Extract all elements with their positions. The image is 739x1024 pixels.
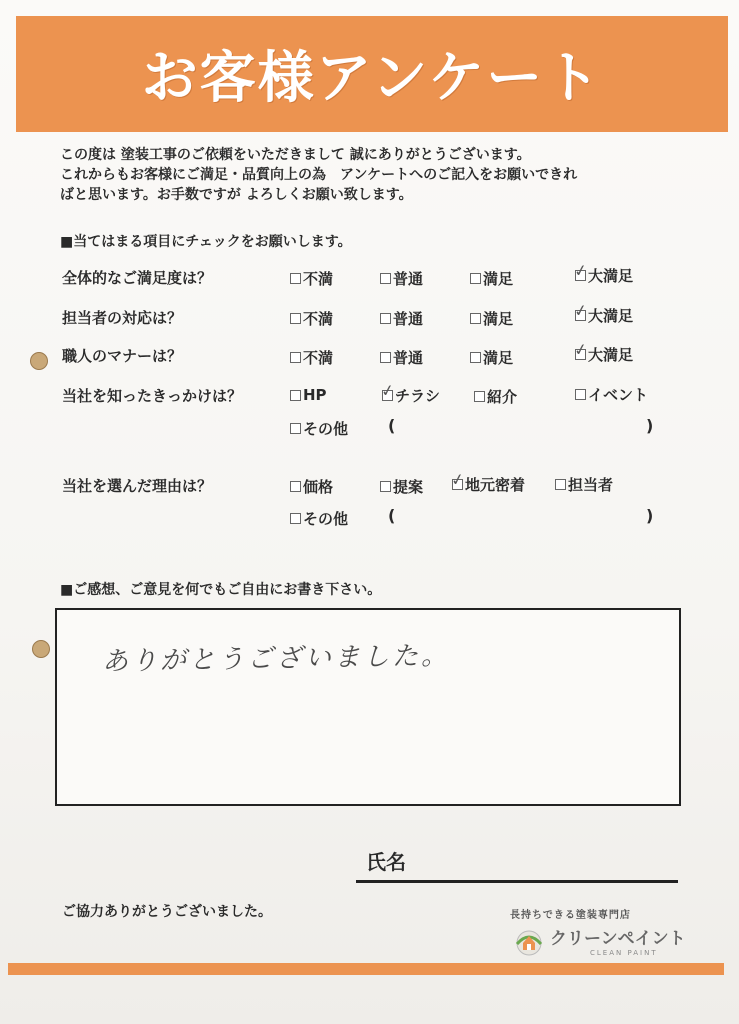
company-name-en: CLEAN PAINT [590, 949, 658, 957]
checkbox[interactable] [572, 259, 589, 282]
intro-line: これからもお客様にご満足・品質向上の為 アンケートへのご記入をお願いできれ [60, 167, 578, 183]
intro-paragraph [60, 145, 700, 205]
paren-open: ( [388, 506, 396, 525]
checkbox[interactable] [572, 338, 589, 361]
checkbox[interactable] [290, 313, 301, 324]
option-checkbox-checked[interactable]: ✓ 大満足 [572, 259, 634, 285]
paren-open: ( [388, 416, 396, 435]
checkbox[interactable] [290, 423, 301, 434]
option-checkbox[interactable]: 提案 [380, 476, 423, 497]
option-checkbox[interactable]: HP [290, 386, 327, 404]
check-mark-icon: ✓ [572, 259, 589, 282]
option-checkbox[interactable]: 価格 [290, 476, 333, 497]
title-banner [16, 16, 728, 132]
check-mark-icon: ✓ [379, 379, 396, 402]
option-checkbox[interactable]: 紹介 [474, 386, 517, 407]
check-section-heading: ■当てはまる項目にチェックをお願いします。 [60, 234, 352, 250]
option-checkbox[interactable]: その他 [290, 508, 348, 529]
comment-section-heading: ■ご感想、ご意見を何でもご自由にお書き下さい。 [60, 582, 382, 598]
checkbox[interactable] [575, 389, 586, 400]
checkbox[interactable] [449, 468, 466, 491]
checkbox[interactable] [555, 479, 566, 490]
house-logo-icon [512, 926, 546, 956]
option-checkbox[interactable]: 担当者 [555, 474, 613, 495]
checkbox[interactable] [290, 352, 301, 363]
closing-message: ご協力ありがとうございました。 [62, 904, 272, 920]
checkbox[interactable] [474, 391, 485, 402]
intro-line: ばと思います。お手数ですが よろしくお願い致します。 [60, 187, 413, 203]
checkbox[interactable] [290, 481, 301, 492]
paren-close: ) [646, 506, 654, 525]
name-field-line[interactable] [356, 880, 678, 883]
question-label: 当社を知ったきっかけは？ [62, 387, 243, 405]
company-logo [512, 924, 686, 957]
option-checkbox[interactable]: イベント [575, 384, 648, 405]
option-checkbox[interactable]: 普通 [380, 308, 423, 329]
checkbox[interactable] [380, 352, 391, 363]
option-checkbox-checked[interactable]: ✓ チラシ [379, 379, 441, 405]
checkbox[interactable] [290, 513, 301, 524]
checkbox[interactable] [290, 390, 301, 401]
option-checkbox-checked[interactable]: ✓ 地元密着 [449, 468, 526, 494]
option-checkbox[interactable]: 普通 [380, 268, 423, 289]
option-checkbox[interactable]: 不満 [290, 347, 333, 368]
bottom-accent-bar [8, 963, 724, 975]
check-mark-icon: ✓ [449, 468, 466, 491]
option-checkbox-checked[interactable]: ✓ 大満足 [572, 338, 634, 364]
question-label: 職人のマナーは？ [62, 347, 183, 365]
option-checkbox[interactable]: 普通 [380, 347, 423, 368]
checkbox[interactable] [470, 313, 481, 324]
binder-hole [30, 352, 48, 370]
option-checkbox[interactable]: その他 [290, 418, 348, 439]
check-mark-icon: ✓ [572, 299, 589, 322]
company-tagline: 長持ちできる塗装専門店 [510, 910, 631, 921]
question-label: 全体的なご満足度は？ [62, 269, 213, 287]
question-label: 当社を選んだ理由は？ [62, 477, 213, 495]
page-title: お客様アンケート [141, 46, 603, 111]
option-checkbox[interactable]: 不満 [290, 308, 333, 329]
option-checkbox-checked[interactable]: ✓ 大満足 [572, 299, 634, 325]
company-name: クリーンペイント [550, 929, 686, 949]
checkbox[interactable] [290, 273, 301, 284]
option-checkbox[interactable]: 満足 [470, 347, 513, 368]
checkbox[interactable] [572, 299, 589, 322]
checkbox[interactable] [380, 481, 391, 492]
intro-line: この度は 塗装工事のご依頼をいただきまして 誠にありがとうございます。 [60, 147, 531, 163]
handwritten-comment: ありがとうございました。 [101, 640, 451, 678]
comment-textarea[interactable] [55, 608, 681, 806]
checkbox[interactable] [379, 379, 396, 402]
checkbox[interactable] [470, 352, 481, 363]
question-label: 担当者の対応は？ [62, 309, 183, 327]
option-checkbox[interactable]: 不満 [290, 268, 333, 289]
checkbox[interactable] [380, 273, 391, 284]
checkbox[interactable] [470, 273, 481, 284]
checkbox[interactable] [380, 313, 391, 324]
binder-hole [32, 640, 50, 658]
name-label: 氏名 [366, 850, 406, 874]
option-checkbox[interactable]: 満足 [470, 268, 513, 289]
paren-close: ) [646, 416, 654, 435]
check-mark-icon: ✓ [572, 338, 589, 361]
option-checkbox[interactable]: 満足 [470, 308, 513, 329]
